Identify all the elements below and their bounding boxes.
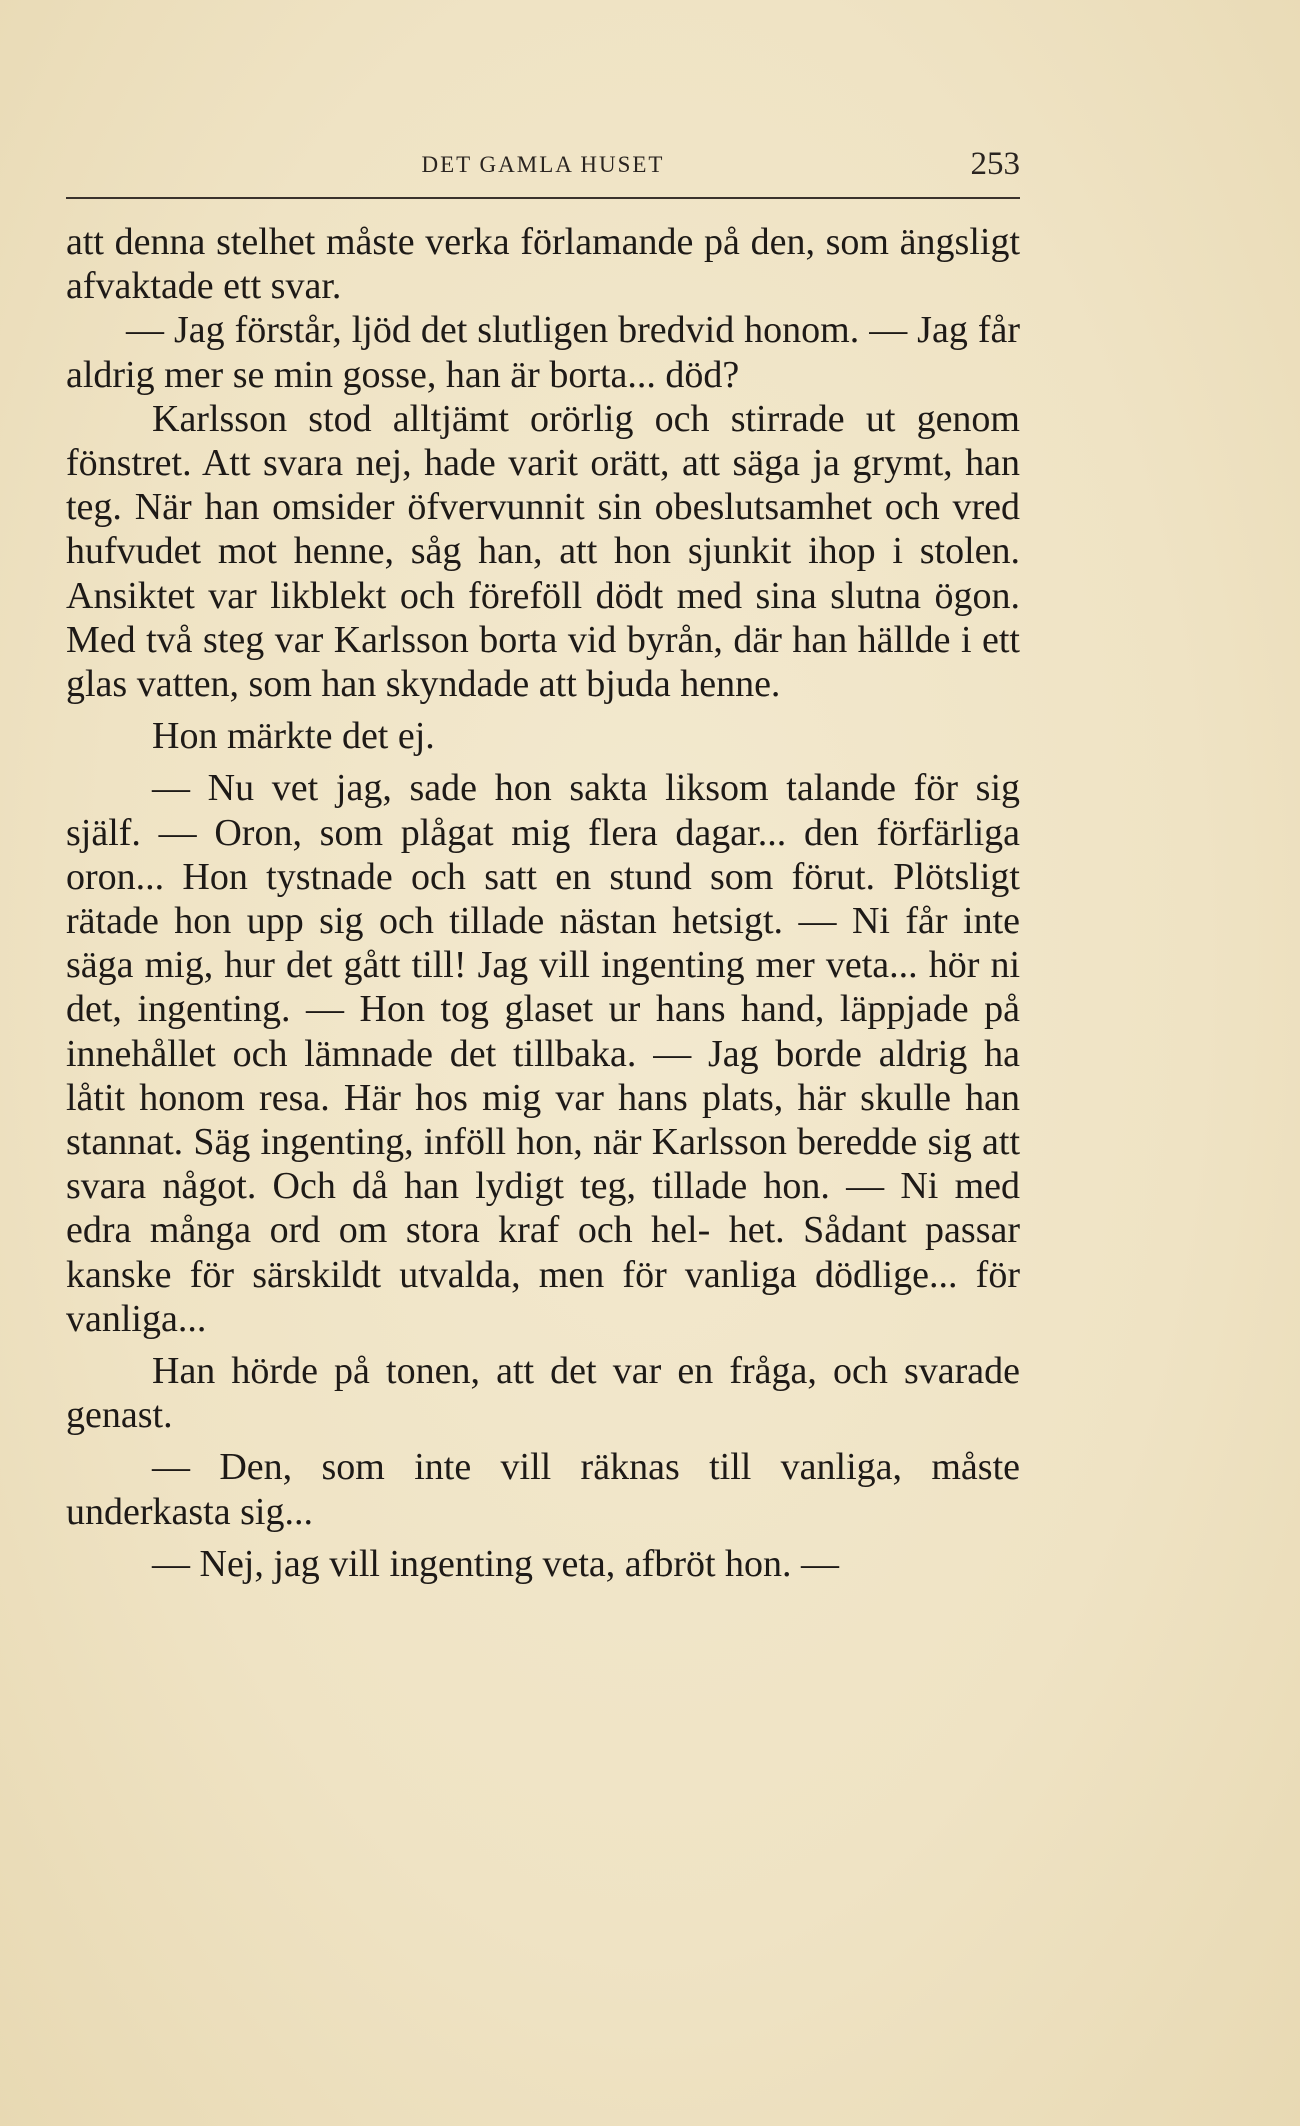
header-rule xyxy=(66,197,1020,199)
page-header xyxy=(66,144,1020,184)
paragraph-8: — Nej, jag vill ingenting veta, afbröt hon. — xyxy=(152,1542,840,1585)
paragraph-5: — Nu vet jag, sade hon sakta liksom talande för sig själf. — Oron, som plågat mig flera dagar... den förfärliga oron... Hon tystnade och satt en stund som förut. Plötsligt rätade hon upp sig och tillade nästan hetsigt. — Ni får inte säga mig, hur det gått till! Jag vill ingenting mer veta... hör ni det, ingenting. — Hon tog glaset ur hans hand, läppjade på innehållet och lämnade det tillbaka. — Jag borde aldrig ha låtit honom resa. Här hos mig var hans plats, här skulle han stannat. Säg ingenting, inföll hon, när Karlsson beredde sig att svara något. Och då han lydigt teg, tillade hon. — Ni med edra många ord om stora kraf och hel- het. Sådant passar kanske för särskildt utvalda, men för vanliga dödlige... för vanliga... xyxy=(66,767,1020,1340)
paragraph-6: Han hörde på tonen, att det var en fråga, och svarade genast. xyxy=(66,1350,1020,1437)
paragraph-4: Hon märkte det ej. xyxy=(152,715,435,758)
body-text xyxy=(66,220,1020,1586)
page-number: 253 xyxy=(970,146,1020,182)
paragraph-7: — Den, som inte vill räknas till vanliga, måste underkasta sig... xyxy=(66,1446,1020,1533)
paragraph-2: — Jag förstår, ljöd det slutligen bredvid honom. — Jag får aldrig mer se min gosse, han är borta... död? xyxy=(66,309,1020,396)
running-head: DET GAMLA HUSET xyxy=(421,152,665,177)
paragraph-1: att denna stelhet måste verka förlamande på den, som ängsligt afvaktade ett svar. xyxy=(66,221,1020,308)
paragraph-3: Karlsson stod alltjämt orörlig och stirrade ut genom fönstret. Att svara nej, hade varit orätt, att säga ja grymt, han teg. När han omsider öfvervunnit sin obeslutsamhet och vred hufvudet mot henne, såg han, att hon sjunkit ihop i stolen. Ansiktet var likblekt och föreföll dödt med sina slutna ögon. Med två steg var Karlsson borta vid byrån, där han hällde i ett glas vatten, som han skyndade att bjuda henne. xyxy=(66,397,1020,706)
